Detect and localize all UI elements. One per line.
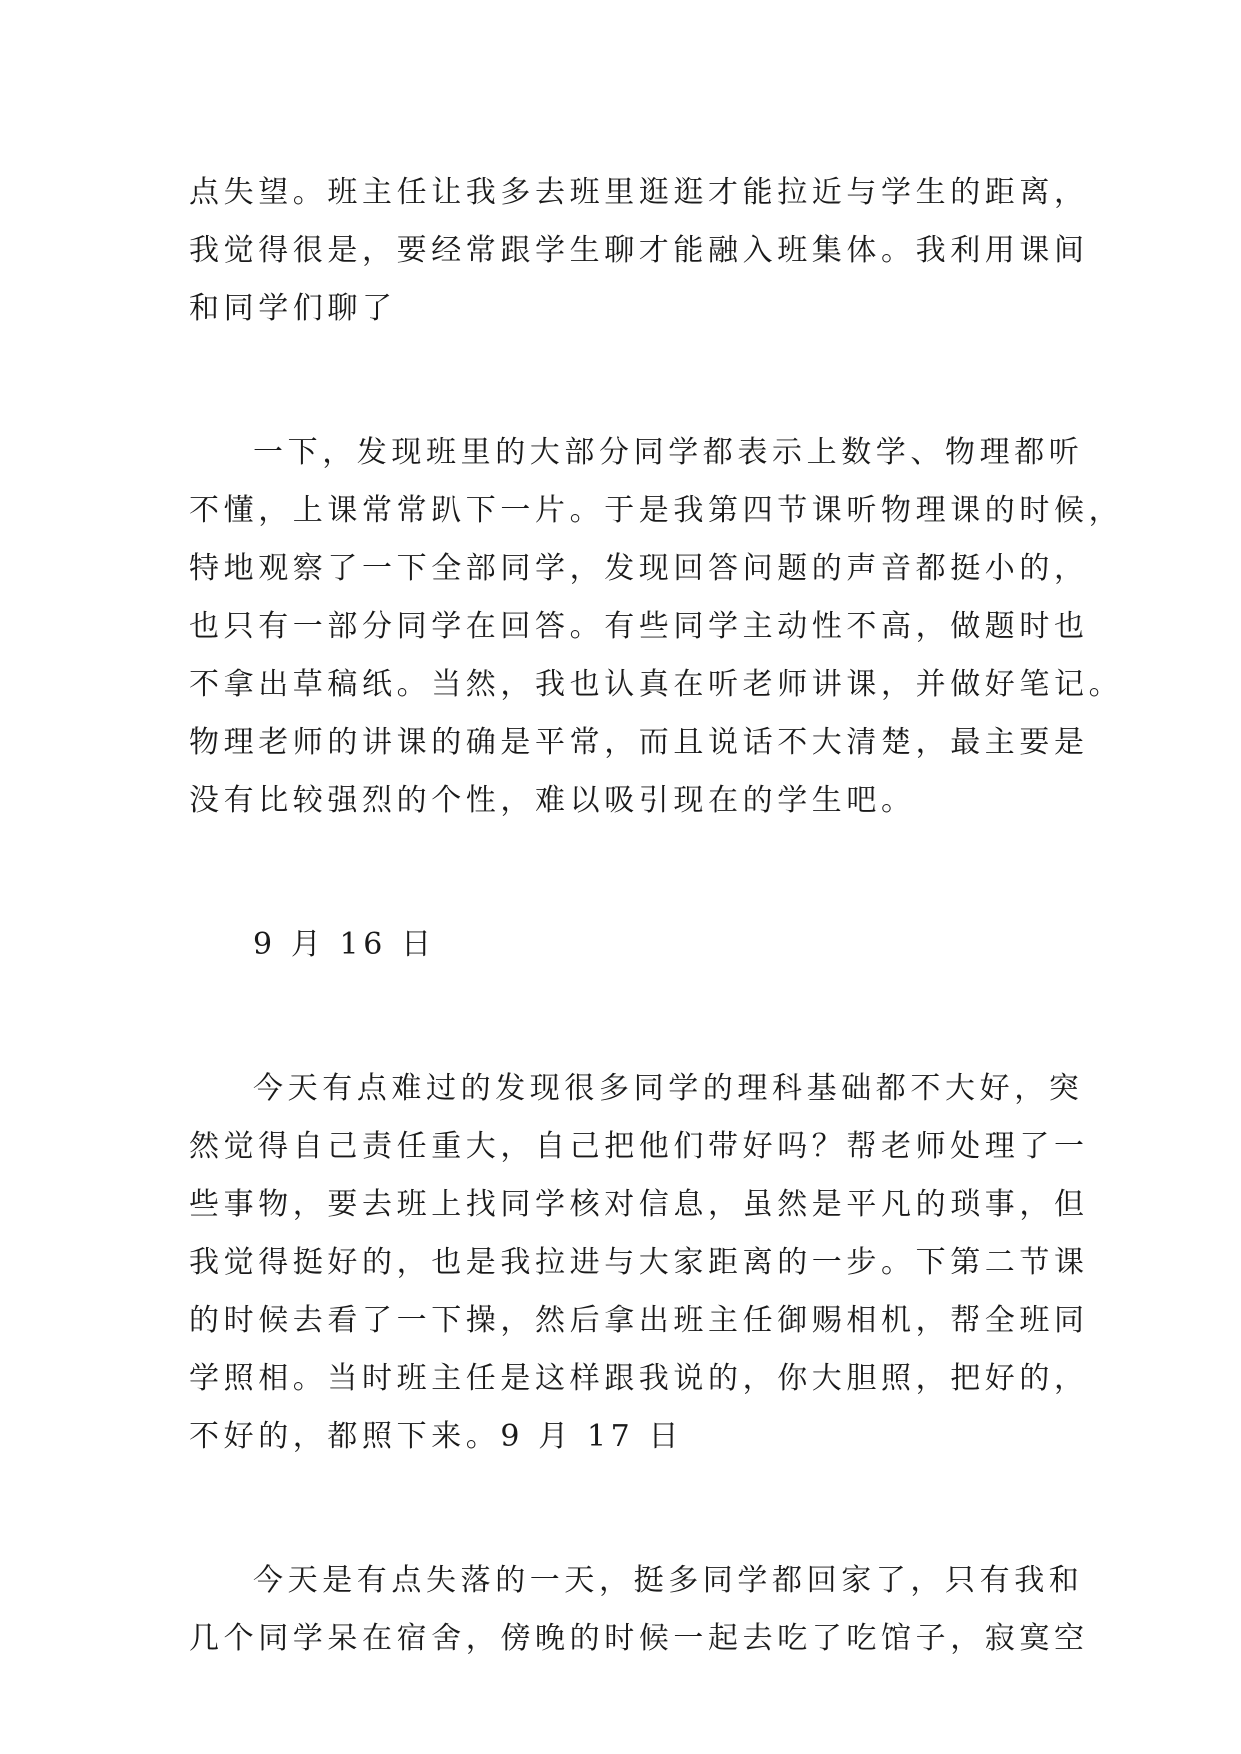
text-line: 点失望。班主任让我多去班里逛逛才能拉近与学生的距离， [189,175,1089,210]
text-line: 些事物，要去班上找同学核对信息，虽然是平凡的琐事，但 [189,1187,1089,1222]
paragraph-3 [189,1060,1089,1466]
document-body [189,164,1124,1668]
date-heading: 9 月 16 日 [253,927,436,962]
text-line: 今天是有点失落的一天，挺多同学都回家了，只有我和 [253,1563,1084,1598]
text-line: 然觉得自己责任重大，自己把他们带好吗？帮老师处理了一 [189,1129,1089,1164]
text-line: 我觉得很是，要经常跟学生聊才能融入班集体。我利用课间 [189,233,1089,268]
paragraph-gap [189,338,1055,424]
text-line: 的时候去看了一下操，然后拿出班主任御赐相机，帮全班同 [189,1303,1089,1338]
text-line: 学照相。当时班主任是这样跟我说的，你大胆照，把好的， [189,1361,1089,1396]
paragraph-4 [189,1552,1089,1668]
text-line: 也只有一部分同学在回答。有些同学主动性不高，做题时也 [189,609,1089,644]
text-line: 一下，发现班里的大部分同学都表示上数学、物理都听 [253,435,1084,470]
paragraph-gap [189,1466,1055,1552]
paragraph-2 [189,424,1124,830]
text-line: 几个同学呆在宿舍，傍晚的时候一起去吃了吃馆子，寂寞空 [189,1621,1089,1656]
text-line: 我觉得挺好的，也是我拉进与大家距离的一步。下第二节课 [189,1245,1089,1280]
text-line: 没有比较强烈的个性，难以吸引现在的学生吧。 [189,783,916,818]
date-heading-paragraph [189,916,1055,974]
text-line: 不拿出草稿纸。当然，我也认真在听老师讲课，并做好笔记。 [189,667,1124,702]
text-line: 特地观察了一下全部同学，发现回答问题的声音都挺小的， [189,551,1089,586]
paragraph-gap [189,974,1055,1060]
text-line: 和同学们聊了 [189,291,397,326]
text-line: 今天有点难过的发现很多同学的理科基础都不大好，突 [253,1071,1084,1106]
paragraph-1 [189,164,1089,338]
paragraph-gap [189,830,1055,916]
text-line: 物理老师的讲课的确是平常，而且说话不大清楚，最主要是 [189,725,1089,760]
text-line: 不懂，上课常常趴下一片。于是我第四节课听物理课的时候， [189,493,1124,528]
text-line: 不好的，都照下来。9 月 17 日 [189,1419,684,1454]
